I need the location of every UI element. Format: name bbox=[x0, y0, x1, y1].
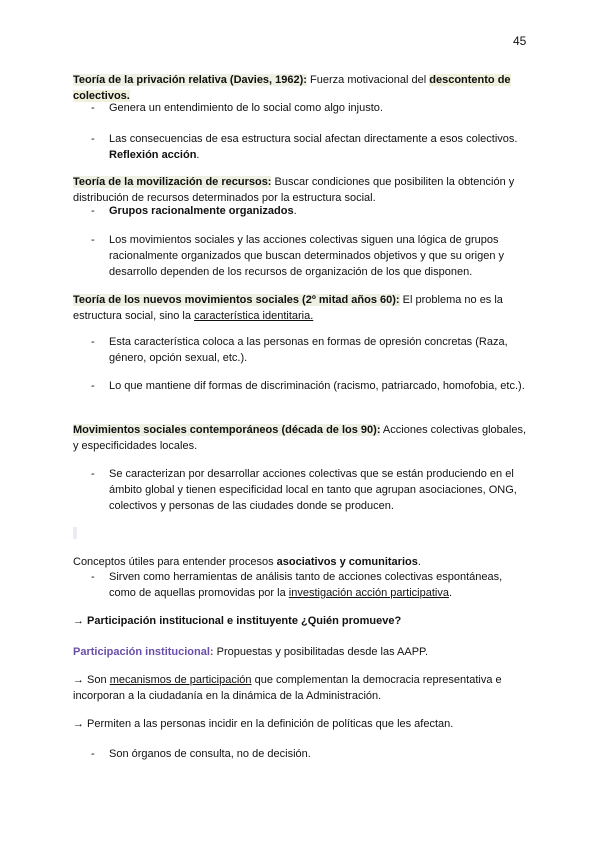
list-item-text: Son órganos de consulta, no de decisión. bbox=[109, 748, 311, 760]
text: → Son bbox=[73, 674, 110, 686]
list-item-text: Esta característica coloca a las personas en formas de opresión concretas (Raza, género, opción sexual, etc.). bbox=[109, 336, 508, 364]
dash-bullet: - bbox=[91, 336, 95, 348]
list-item bbox=[91, 334, 528, 366]
dash-bullet: - bbox=[91, 133, 95, 145]
text: que complementan la democracia representativa e incorporan a la ciudadanía en la dinámica de la Administración. bbox=[73, 674, 502, 702]
list-item bbox=[91, 466, 528, 514]
page-number: 45 bbox=[513, 34, 527, 48]
heading-privacion-relativa: Teoría de la privación relativa (Davies, 1962): bbox=[73, 74, 307, 86]
list-item-text: Sirven como herramientas de análisis tanto de acciones colectivas espontáneas, como de aquellas promovidas por la bbox=[109, 571, 503, 599]
list-item bbox=[91, 100, 528, 116]
paragraph-permiten: → Permiten a las personas incidir en la definición de políticas que les afectan. bbox=[73, 718, 454, 730]
dash-bullet: - bbox=[91, 380, 95, 392]
dash-bullet: - bbox=[91, 571, 95, 583]
list-item bbox=[91, 746, 528, 762]
list-item-text: Los movimientos sociales y las acciones colectivas siguen una lógica de grupos racionalmente organizados que buscan determinados objetivos y que su origen y desarrollo dependen de los recursos de organización de los que disponen. bbox=[109, 234, 505, 278]
purple-term: Participación institucional: bbox=[73, 646, 214, 658]
text: . bbox=[196, 149, 200, 161]
section-heading bbox=[73, 525, 528, 541]
paragraph-conceptos bbox=[73, 554, 528, 570]
heading-nuevos-movimientos: Teoría de los nuevos movimientos sociales (2º mitad años 60): bbox=[73, 294, 400, 306]
text: . bbox=[293, 205, 297, 217]
paragraph-mecanismos bbox=[73, 672, 528, 704]
list-item-text: Las consecuencias de esa estructura social afectan directamente a esos colectivos. bbox=[109, 133, 518, 145]
list-item bbox=[91, 131, 528, 163]
dash-bullet: - bbox=[91, 468, 95, 480]
bold-text: descontento de colectivos. bbox=[73, 74, 511, 102]
dash-bullet: - bbox=[91, 234, 95, 246]
list-item bbox=[91, 203, 528, 219]
underlined-text: investigación acción participativa bbox=[288, 587, 449, 599]
text: Conceptos útiles para entender procesos bbox=[73, 556, 277, 568]
text: . bbox=[417, 556, 421, 568]
bold-text: Grupos racionalmente organizados bbox=[109, 205, 294, 217]
text: Acciones colectivas globales, y especificidades locales. bbox=[73, 424, 527, 452]
paragraph-movilizacion-recursos bbox=[73, 174, 528, 206]
text: Propuestas y posibilitadas desde las AAPP. bbox=[213, 646, 429, 658]
list-item-text: Se caracterizan por desarrollar acciones colectivas que se están produciendo en el ámbito global y tienen especificidad local en tanto que agrupan asociaciones, ONG, colectivos y personas de las ciudades donde se producen. bbox=[109, 468, 517, 512]
list-item-text: Genera un entendimiento de lo social como algo injusto. bbox=[109, 102, 383, 114]
underlined-text: característica identitaria. bbox=[194, 310, 314, 322]
list-item bbox=[91, 232, 528, 280]
paragraph-nuevos-movimientos bbox=[73, 292, 528, 324]
dash-bullet: - bbox=[91, 102, 95, 114]
paragraph-participacion-institucional bbox=[73, 644, 528, 660]
text: Fuerza motivacional del bbox=[306, 74, 430, 86]
text: . bbox=[448, 587, 453, 599]
text: El problema no es la estructura social, sino la bbox=[73, 294, 503, 322]
section-title bbox=[73, 527, 77, 539]
list-item-text: Lo que mantiene dif formas de discriminación (racismo, patriarcado, homofobia, etc.). bbox=[109, 380, 525, 392]
bold-text: Reflexión acción bbox=[109, 149, 197, 161]
list-item bbox=[91, 569, 528, 601]
text: Buscar condiciones que posibiliten la obtención y distribución de recursos determinados por la estructura social. bbox=[73, 176, 515, 204]
dash-bullet: - bbox=[91, 748, 95, 760]
heading-movilizacion-recursos: Teoría de la movilización de recursos: bbox=[73, 176, 272, 188]
underlined-text: mecanismos de participación bbox=[109, 674, 252, 686]
heading-participacion: → Participación institucional e instituyente ¿Quién promueve? bbox=[73, 615, 402, 627]
heading-movimientos-contemporaneos: Movimientos sociales contemporáneos (década de los 90): bbox=[73, 424, 381, 436]
paragraph-movimientos-contemporaneos bbox=[73, 422, 528, 454]
dash-bullet: - bbox=[91, 205, 95, 217]
bold-text: asociativos y comunitarios bbox=[276, 556, 418, 568]
list-item bbox=[91, 378, 528, 394]
